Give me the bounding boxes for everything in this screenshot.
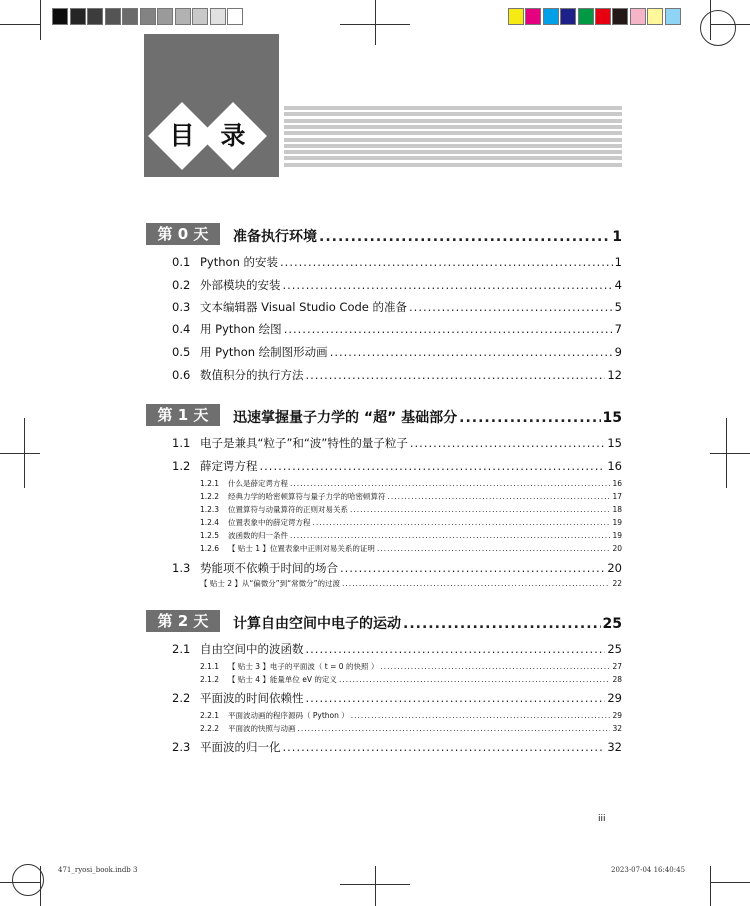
gray-swatch: [227, 8, 243, 25]
leader-dots: [380, 662, 610, 671]
leader-dots: [290, 531, 610, 540]
toc-subsection-entry[interactable]: [200, 543, 622, 554]
section-number: 2.1: [172, 642, 191, 656]
subsection-number: 2.1.1: [200, 662, 220, 671]
page-number: 1: [612, 229, 622, 245]
toc-section-entry[interactable]: [172, 560, 622, 576]
crop-mark: [710, 882, 750, 883]
subsection-number: 1.2.1: [200, 479, 220, 488]
toc-section-entry[interactable]: [172, 254, 622, 270]
toc-day-entry[interactable]: [233, 407, 622, 427]
header-stripe: [284, 150, 622, 154]
subsection-number: 2.2.1: [200, 711, 220, 720]
gray-swatch: [87, 8, 103, 25]
toc-subsection-entry[interactable]: [200, 661, 622, 672]
process-swatch: [578, 8, 594, 25]
page-number: 1: [614, 255, 622, 269]
leader-dots: [339, 675, 611, 684]
section-title: 平面波的归一化: [200, 740, 281, 754]
day-title: 准备执行环境: [233, 229, 317, 245]
header-stripe: [284, 131, 622, 135]
gray-swatch: [157, 8, 173, 25]
leader-dots: [260, 459, 606, 473]
header-stripe: [284, 144, 622, 148]
page-number: 27: [612, 662, 622, 671]
page-number: 17: [612, 492, 622, 501]
day-badge: 第 1 天: [146, 404, 220, 426]
leader-dots: [284, 322, 613, 336]
subsection-title: 【 贴士 1 】位置表象中正则对易关系的证明: [228, 544, 375, 553]
page-number: 29: [607, 691, 622, 705]
section-title: 电子是兼具“粒子”和“波”特性的量子粒子: [200, 436, 408, 450]
toc-section-entry[interactable]: [172, 690, 622, 706]
toc-title-char-2: 录: [220, 121, 246, 150]
leader-dots: [410, 436, 606, 450]
crop-mark: [0, 24, 40, 25]
subsection-title: 平面波的快照与动画: [228, 724, 296, 733]
leader-dots: [409, 300, 613, 314]
page-number: 19: [612, 531, 622, 540]
crop-mark: [40, 0, 41, 40]
subsection-title: 波函数的归一条件: [228, 531, 288, 540]
page-number: 5: [614, 300, 622, 314]
section-number: 0.6: [172, 368, 191, 382]
leader-dots: [342, 579, 610, 588]
page-number: 15: [602, 410, 622, 426]
toc-subsection-entry[interactable]: [200, 710, 622, 721]
process-swatch: [543, 8, 559, 25]
registration-mark: [375, 866, 376, 906]
gray-swatch: [192, 8, 208, 25]
crop-mark: [710, 866, 711, 906]
subsection-title: 【 贴士 4 】能量单位 eV 的定义: [228, 675, 337, 684]
process-swatch: [508, 8, 524, 25]
leader-dots: [459, 410, 600, 426]
toc-tip-entry[interactable]: [200, 578, 622, 589]
leader-dots: [403, 616, 601, 632]
leader-dots: [298, 724, 611, 733]
section-title: 数值积分的执行方法: [200, 368, 304, 382]
registration-circle: [12, 864, 44, 896]
header-stripe: [284, 119, 622, 123]
leader-dots: [306, 368, 606, 382]
subsection-number: 1.2.6: [200, 544, 220, 553]
leader-dots: [313, 518, 611, 527]
toc-title-char-1: 目: [169, 121, 195, 150]
day-badge: 第 2 天: [146, 610, 220, 632]
header-stripe: [284, 163, 622, 167]
subsection-number: 1.2.3: [200, 505, 220, 514]
leader-dots: [350, 505, 610, 514]
leader-dots: [306, 691, 606, 705]
process-swatch: [525, 8, 541, 25]
toc-subsection-entry[interactable]: [200, 491, 622, 502]
section-number: 0.2: [172, 278, 191, 292]
section-number: 1.2: [172, 459, 191, 473]
subsection-number: 2.2.2: [200, 724, 220, 733]
page-number: 18: [612, 505, 622, 514]
gray-swatch: [105, 8, 121, 25]
subsection-number: 1.2.5: [200, 531, 220, 540]
leader-dots: [340, 561, 605, 575]
gray-swatch: [175, 8, 191, 25]
toc-day-entry[interactable]: [233, 613, 622, 633]
subsection-title: 位置算符与动量算符的正则对易关系: [228, 505, 348, 514]
page-number: 25: [607, 642, 622, 656]
leader-dots: [351, 711, 611, 720]
toc-subsection-entry[interactable]: [200, 504, 622, 515]
section-number: 0.4: [172, 322, 191, 336]
page-number: 19: [612, 518, 622, 527]
page-number: 22: [612, 579, 622, 588]
registration-mark: [375, 0, 376, 45]
toc-section-entry[interactable]: [172, 367, 622, 383]
process-swatch: [595, 8, 611, 25]
header-stripe: [284, 125, 622, 129]
slug-timestamp: 2023-07-04 16:40:45: [611, 866, 686, 874]
process-swatch: [647, 8, 663, 25]
leader-dots: [319, 229, 610, 245]
page-number: 32: [607, 740, 622, 754]
header-stripe: [284, 112, 622, 116]
process-swatch: [630, 8, 646, 25]
toc-section-entry[interactable]: [172, 641, 622, 657]
folio-page-number: iii: [598, 814, 606, 824]
registration-circle: [700, 10, 736, 46]
page-number: 15: [607, 436, 622, 450]
gray-swatch: [140, 8, 156, 25]
subsection-title: 【 贴士 3 】电子的平面波（ t = 0 的快照 ）: [228, 662, 379, 671]
subsection-title: 位置表象中的薛定谔方程: [228, 518, 311, 527]
page-number: 12: [607, 368, 622, 382]
gray-swatch: [70, 8, 86, 25]
section-title: 平面波的时间依赖性: [200, 691, 304, 705]
subsection-number: 2.1.2: [200, 675, 220, 684]
toc-section-entry[interactable]: [172, 739, 622, 755]
section-number: 0.3: [172, 300, 191, 314]
page-number: 25: [602, 616, 622, 632]
gray-swatch: [52, 8, 68, 25]
page-number: 7: [614, 322, 622, 336]
section-number: 2.2: [172, 691, 191, 705]
leader-dots: [377, 544, 611, 553]
leader-dots: [388, 492, 611, 501]
gray-swatch: [122, 8, 138, 25]
subsection-title: 什么是薛定谔方程: [228, 479, 288, 488]
toc-section-entry[interactable]: [172, 344, 622, 360]
section-title: 用 Python 绘制图形动画: [200, 345, 328, 359]
leader-dots: [280, 255, 613, 269]
leader-dots: [330, 345, 613, 359]
page-number: 20: [607, 561, 622, 575]
page-number: 20: [612, 544, 622, 553]
process-swatch: [665, 8, 681, 25]
section-number: 1.3: [172, 561, 191, 575]
page-number: 28: [612, 675, 622, 684]
section-title: 外部模块的安装: [200, 278, 281, 292]
subsection-number: 1.2.2: [200, 492, 220, 501]
section-number: 1.1: [172, 436, 191, 450]
toc-section-entry[interactable]: [172, 277, 622, 293]
toc-section-entry[interactable]: [172, 321, 622, 337]
leader-dots: [306, 642, 606, 656]
section-title: 自由空间中的波函数: [200, 642, 304, 656]
header-stripe: [284, 156, 622, 160]
leader-dots: [290, 479, 610, 488]
toc-subsection-entry[interactable]: [200, 723, 622, 734]
page-number: 32: [612, 724, 622, 733]
section-title: 用 Python 绘图: [200, 322, 282, 336]
tip-title: 【 贴士 2 】从“偏微分”到“常微分”的过渡: [200, 579, 340, 588]
subsection-title: 经典力学的哈密顿算符与量子力学的哈密顿算符: [228, 492, 386, 501]
section-title: Python 的安装: [200, 255, 279, 269]
registration-mark: [710, 453, 750, 454]
toc-subsection-entry[interactable]: [200, 517, 622, 528]
toc-section-entry[interactable]: [172, 435, 622, 451]
process-swatch: [560, 8, 576, 25]
header-stripe: [284, 138, 622, 142]
section-number: 0.1: [172, 255, 191, 269]
toc-section-entry[interactable]: [172, 458, 622, 474]
page-number: 4: [614, 278, 622, 292]
section-title: 文本编辑器 Visual Studio Code 的准备: [200, 300, 408, 314]
subsection-number: 1.2.4: [200, 518, 220, 527]
page-number: 29: [612, 711, 622, 720]
page-number: 16: [607, 459, 622, 473]
toc-header-block: [144, 34, 279, 177]
toc-subsection-entry[interactable]: [200, 530, 622, 541]
toc-day-entry[interactable]: [233, 226, 622, 246]
day-title: 迅速掌握量子力学的 “超” 基础部分: [233, 410, 458, 426]
section-title: 势能项不依赖于时间的场合: [200, 561, 338, 575]
toc-subsection-entry[interactable]: [200, 478, 622, 489]
section-number: 0.5: [172, 345, 191, 359]
day-badge: 第 0 天: [146, 223, 220, 245]
leader-dots: [283, 740, 606, 754]
registration-mark: [0, 453, 40, 454]
header-stripe: [284, 106, 622, 110]
page-number: 16: [612, 479, 622, 488]
section-title: 薛定谔方程: [200, 459, 258, 473]
subsection-title: 平面波动画的程序源码（ Python ）: [228, 711, 349, 720]
page-number: 9: [614, 345, 622, 359]
day-title: 计算自由空间中电子的运动: [233, 616, 401, 632]
gray-swatch: [210, 8, 226, 25]
process-swatch: [612, 8, 628, 25]
slug-file-name: 471_ryosi_book.indb 3: [58, 866, 138, 874]
section-number: 2.3: [172, 740, 191, 754]
toc-subsection-entry[interactable]: [200, 674, 622, 685]
toc-section-entry[interactable]: [172, 299, 622, 315]
leader-dots: [283, 278, 613, 292]
